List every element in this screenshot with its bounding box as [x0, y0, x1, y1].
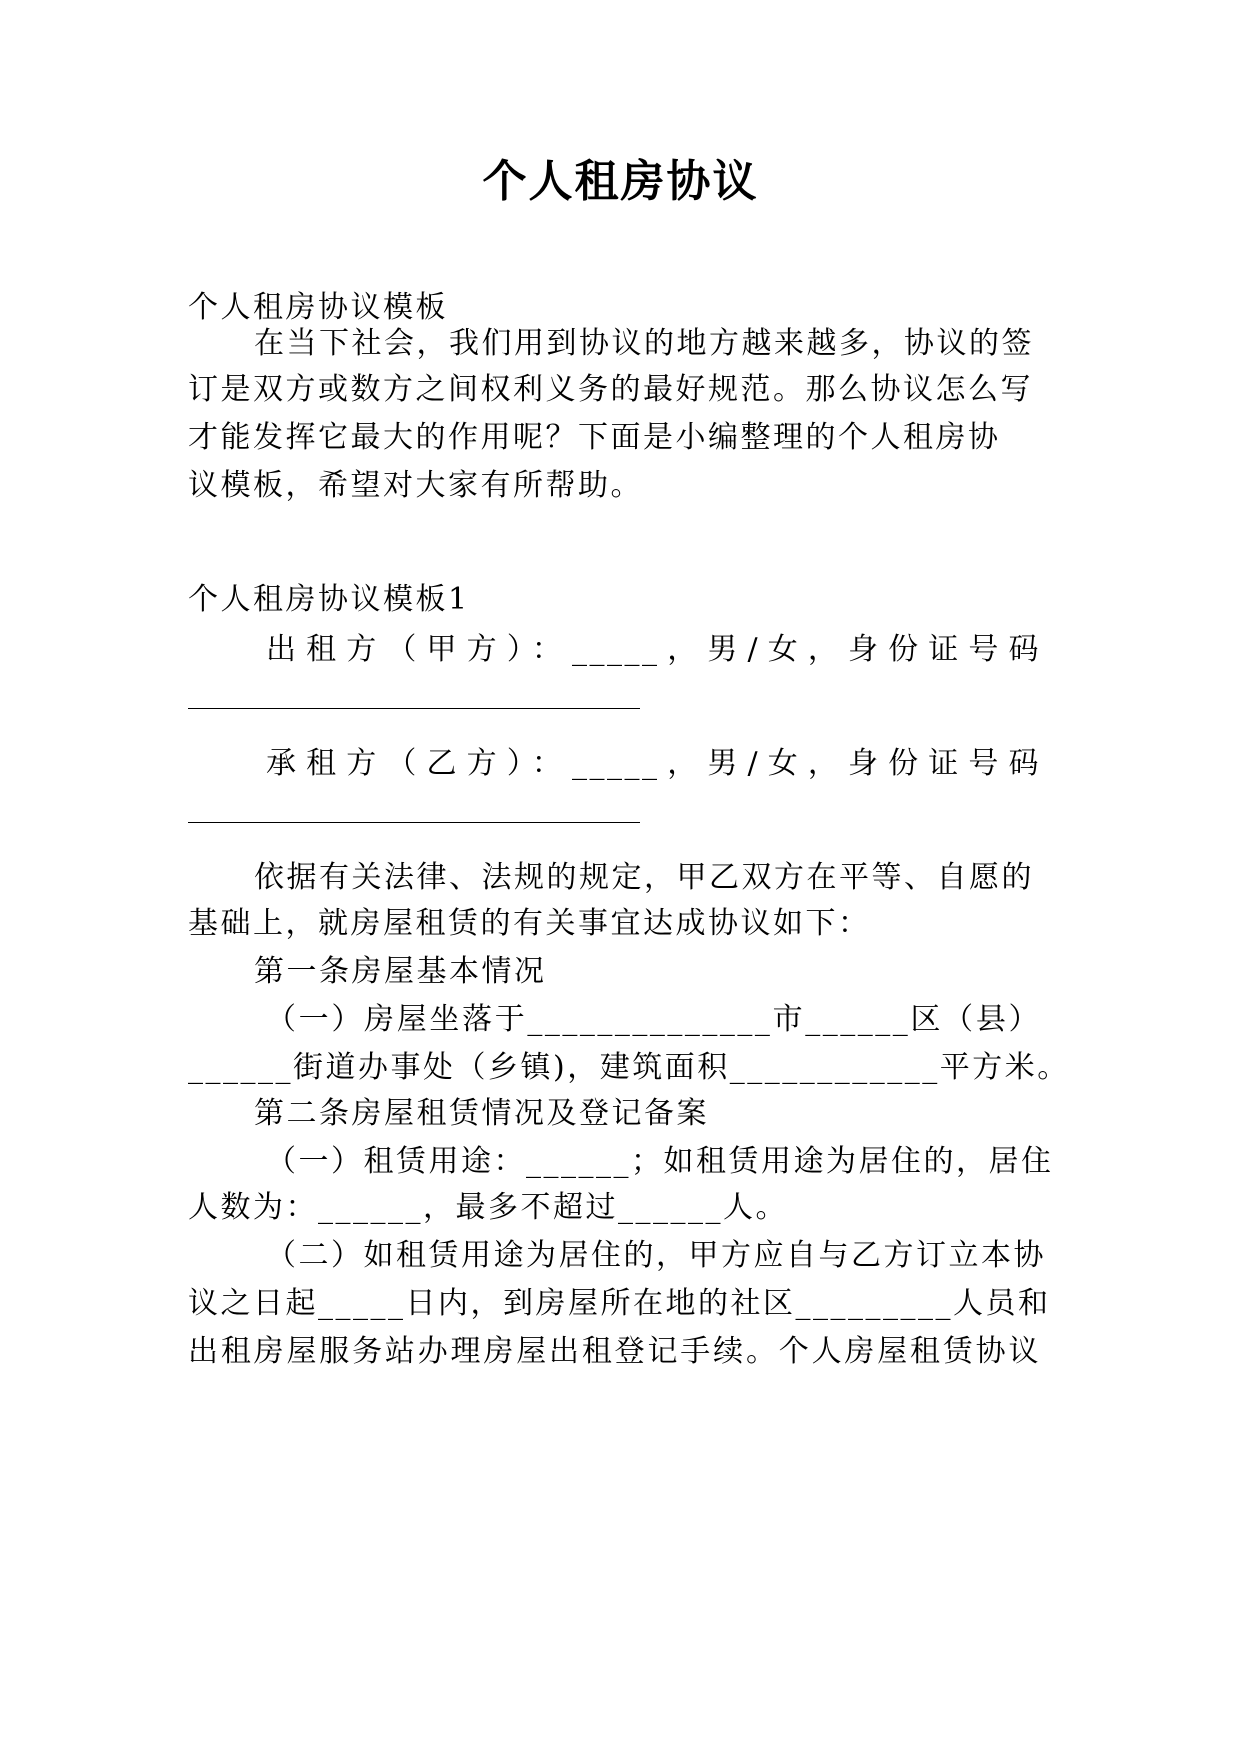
intro-paragraph-line: 议模板，希望对大家有所帮助。 — [188, 468, 643, 503]
article-2-heading: 第二条房屋租赁情况及登记备案 — [254, 1096, 709, 1131]
intro-paragraph-line: 才能发挥它最大的作用呢？下面是小编整理的个人租房协 — [188, 420, 1001, 455]
article-2-clause-line: （二）如租赁用途为居住的，甲方应自与乙方订立本协 — [266, 1238, 1046, 1273]
intro-paragraph-line: 订是双方或数方之间权利义务的最好规范。那么协议怎么写 — [188, 372, 1033, 407]
template-1-heading: 个人租房协议模板1 — [188, 582, 470, 617]
lessee-party-line: 承租方（乙方）：_____，男/女，身份证号码 — [266, 746, 1041, 781]
article-1-heading: 第一条房屋基本情况 — [254, 954, 547, 989]
article-1-clause-line: ______街道办事处（乡镇)，建筑面积____________平方米。 — [188, 1050, 1070, 1085]
agreement-intro-line: 基础上，就房屋租赁的有关事宜达成协议如下： — [188, 906, 871, 941]
article-1-clause-line: （一）房屋坐落于______________市______区（县） — [266, 1002, 1041, 1037]
lessor-party-line: 出租方（甲方）：_____，男/女，身份证号码 — [266, 632, 1041, 667]
lessee-id-underline — [188, 822, 640, 823]
article-2-clause-line: 议之日起_____日内，到房屋所在地的社区_________人员和 — [188, 1286, 1051, 1321]
document-title: 个人租房协议 — [482, 156, 759, 207]
article-2-clause-line: 人数为：______，最多不超过______人。 — [188, 1190, 788, 1225]
lessor-id-underline — [188, 708, 640, 709]
intro-paragraph-line: 在当下社会，我们用到协议的地方越来越多，协议的签 — [254, 326, 1034, 361]
article-2-clause-line: （一）租赁用途：______；如租赁用途为居住的，居住 — [266, 1144, 1054, 1179]
agreement-intro-line: 依据有关法律、法规的规定，甲乙双方在平等、自愿的 — [254, 860, 1034, 895]
article-2-clause-line: 出租房屋服务站办理房屋出租登记手续。个人房屋租赁协议 — [188, 1334, 1041, 1369]
template-heading: 个人租房协议模板 — [188, 290, 448, 325]
